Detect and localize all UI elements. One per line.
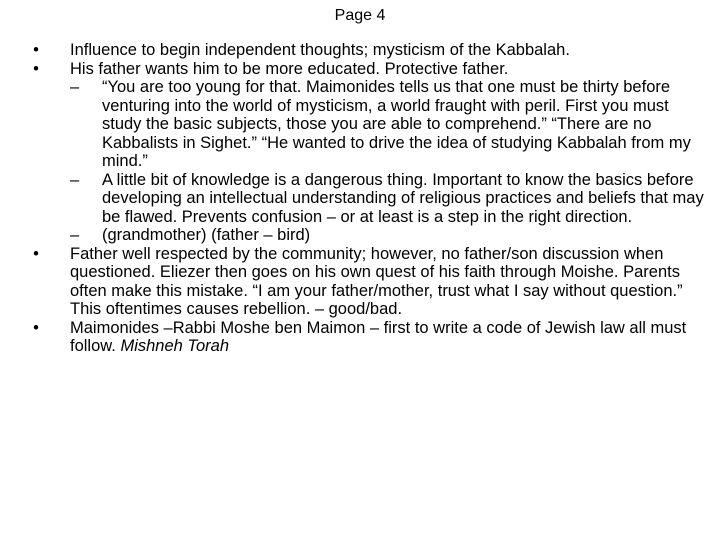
bullet-text-plain: Maimonides –Rabbi Moshe ben Maimon – first to write a code of Jewish law all must follow. [70, 318, 687, 355]
slide-body [30, 41, 710, 356]
sub-item [30, 226, 710, 245]
bullet-marker: • [33, 41, 39, 59]
sub-item [30, 171, 710, 227]
bullet-text: His father wants him to be more educated. Protective father. [70, 59, 509, 78]
dash-marker: – [70, 170, 80, 189]
bullet-item [30, 245, 710, 319]
sub-item [30, 78, 710, 171]
bullet-marker: • [33, 244, 39, 263]
bullet-text: Influence to begin independent thoughts; mysticism of the Kabbalah. [70, 41, 570, 59]
bullet-item [30, 60, 710, 79]
sub-item-text: “You are too young for that. Maimonides tells us that one must be thirty before venturing into the world of mysticism, a world fraught with peril. First you must study the basic subjects, those you are able to comprehend.” “There are no Kabbalists in Sighet.” “He wanted to drive the idea of studying Kabbalah from my mind.” [102, 78, 691, 170]
bullet-marker: • [33, 59, 39, 78]
book-title: Mishneh Torah [120, 337, 229, 355]
sub-item-text: A little bit of knowledge is a dangerous thing. Important to know the basics before developing an intellectual understanding of religious practices and beliefs that may be flawed. Prevents confusion – or at least is a step in the right direction. [102, 170, 704, 226]
bullet-text: Father well respected by the community; however, no father/son discussion when questioned. Eliezer then goes on his own quest of his faith through Moishe. Parents often make this mistake. “I am your father/mother, trust what I say without question.” This oftentimes causes rebellion. – good/bad. [70, 244, 683, 318]
sub-item-text: (grandmother) (father – bird) [102, 226, 311, 244]
dash-marker: – [70, 226, 80, 244]
sub-list [30, 78, 710, 245]
bullet-marker: • [33, 318, 39, 337]
bullet-text [70, 319, 686, 356]
bullet-item [30, 319, 710, 356]
page-title: Page 4 [334, 7, 386, 24]
dash-marker: – [70, 78, 80, 96]
bullet-item [30, 41, 710, 60]
